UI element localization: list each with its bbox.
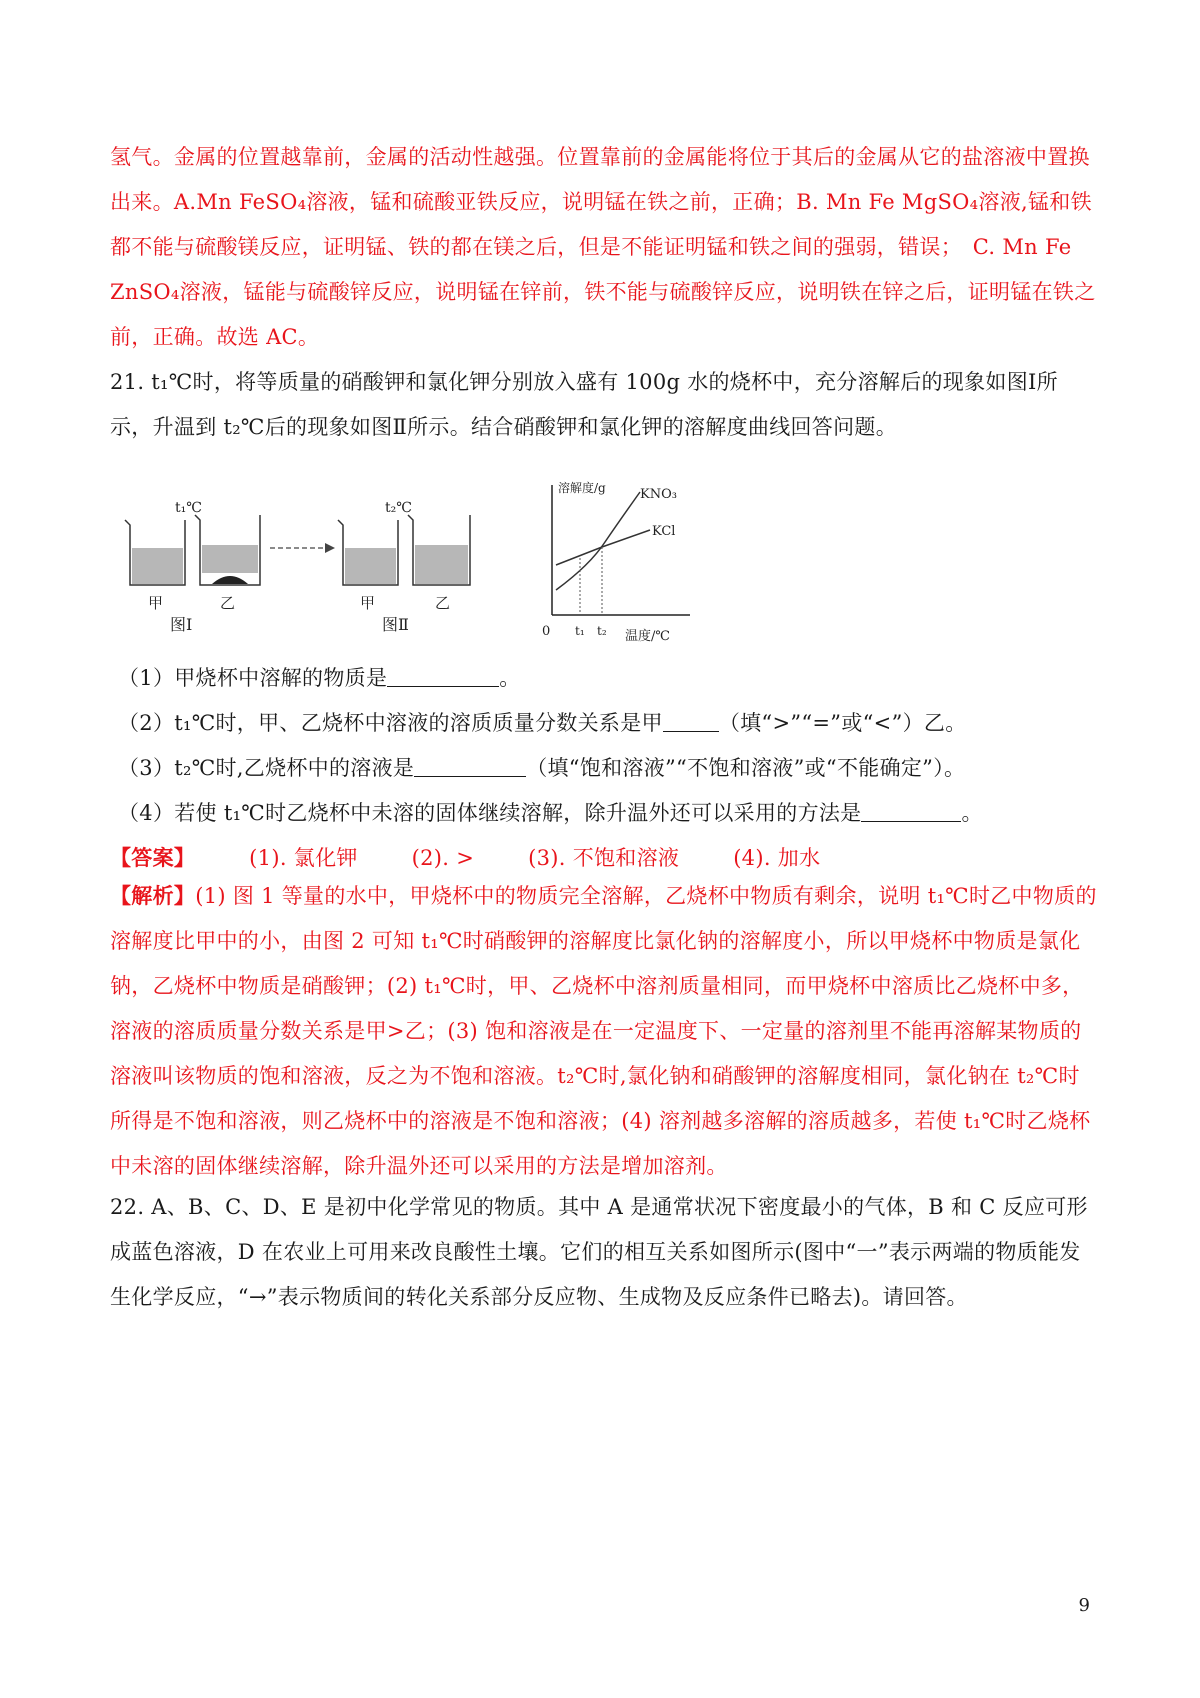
chart-t1-tick: t₁ <box>575 624 585 638</box>
question-21-answer: 【答案】 (1). 氯化钾 (2). > (3). 不饱和溶液 (4). 加水 <box>110 845 821 870</box>
answer-3: (3). 不饱和溶液 <box>528 846 680 870</box>
answer-1: (1). 氯化钾 <box>249 846 358 870</box>
question-22-stem: 22. A、B、C、D、E 是初中化学常见的物质。其中 A 是通常状况下密度最小的气体，B 和 C 反应可形成蓝色溶液，D 在农业上可用来改良酸性土壤。它们的相互关系如图所示(图中“一”表示两端的物质能发生化学反应，“→”表示物质间的转化关系部分反应物、生成物及反应条件已略去)。请回答。 <box>110 1195 1088 1309</box>
answer-2: (2). > <box>411 846 475 870</box>
question-21-sub1: （1）甲烧杯中溶解的物质是 。 <box>118 666 521 690</box>
beaker-jia-fig2 <box>338 520 398 585</box>
fig2-caption: 图Ⅱ <box>382 615 409 634</box>
question-21-figure <box>120 481 760 690</box>
question-21-analysis: 【解析】(1) 图 1 等量的水中，甲烧杯中的物质完全溶解，乙烧杯中物质有剩余，说明 t₁℃时乙中物质的溶解度比甲中的小，由图 2 可知 t₁℃时硝酸钾的溶解度比氯化钠的溶解度小，所以甲烧杯中物质是氯化钠，乙烧杯中物质是硝酸钾；(2) t₁℃时，甲、乙烧杯中溶剂质量相同，而甲烧杯中溶质比乙烧杯中多，溶液的溶质质量分数关系是甲>乙；(3) 饱和溶液是在一定温度下、一定量的溶剂里不能再溶解某物质的溶液叫该物质的饱和溶液，反之为不饱和溶液。t₂℃时,氯化钠和硝酸钾的溶解度相同，氯化钠在 t₂℃时所得是不饱和溶液，则乙烧杯中的溶液是不饱和溶液；(4) 溶剂越多溶解的溶质越多，若使 t₁℃时乙烧杯中未溶的固体继续溶解，除升温外还可以采用的方法是增加溶剂。 <box>110 883 1097 1178</box>
beaker-a-label-2: 甲 <box>360 594 376 612</box>
question-21-sub3: （3）t₂℃时,乙烧杯中的溶液是 （填“饱和溶液”“不饱和溶液”或“不能确定”）。 <box>118 756 966 780</box>
series-kcl-label: KCl <box>652 524 676 539</box>
fig2-temp-label: t₂℃ <box>385 500 412 516</box>
beaker-jia-fig1 <box>125 520 185 585</box>
answer-4: (4). 加水 <box>733 846 821 870</box>
series-kno3-label: KNO₃ <box>640 487 677 502</box>
solubility-chart <box>542 480 690 644</box>
answer-blank-3[interactable] <box>414 756 526 777</box>
answer-blank-4[interactable] <box>861 801 961 822</box>
kcl-curve <box>556 530 650 565</box>
arrow-icon <box>270 543 335 553</box>
chart-ylabel: 溶解度/g <box>558 481 606 495</box>
beaker-b-label-1: 乙 <box>220 594 236 612</box>
previous-explanation: 氢气。金属的位置越靠前，金属的活动性越强。位置靠前的金属能将位于其后的金属从它的盐溶液中置换出来。A.Mn FeSO₄溶液，锰和硫酸亚铁反应，说明锰在铁之前，正确；B. Mn Fe MgSO₄溶液,锰和铁都不能与硫酸镁反应，证明锰、铁的都在镁之后，但是不能证明锰和铁之间的强弱，错误； C. Mn Fe ZnSO₄溶液，锰能与硫酸锌反应，说明锰在锌前，铁不能与硫酸锌反应，说明铁在锌之后，证明锰在铁之前，正确。故选 AC。 <box>110 145 1096 349</box>
question-21-stem: 21. t₁℃时，将等质量的硝酸钾和氯化钾分别放入盛有 100g 水的烧杯中，充分溶解后的现象如图Ⅰ所示，升温到 t₂℃后的现象如图Ⅱ所示。结合硝酸钾和氯化钾的溶解度曲线回答问题。 <box>110 370 1058 439</box>
question-21-sub4: （4）若使 t₁℃时乙烧杯中未溶的固体继续溶解，除升温外还可以采用的方法是 。 <box>118 801 983 825</box>
question-21-sub2: （2）t₁℃时，甲、乙烧杯中溶液的溶质质量分数关系是甲 （填“>”“=”或“<”）乙。 <box>118 711 967 735</box>
answer-blank-2[interactable] <box>663 711 719 732</box>
beaker-yi-fig1 <box>195 515 260 585</box>
chart-xlabel: 温度/℃ <box>625 629 670 644</box>
kno3-curve <box>556 492 640 590</box>
beaker-b-label-2: 乙 <box>435 594 451 612</box>
chart-t2-tick: t₂ <box>597 624 607 638</box>
fig1-caption: 图Ⅰ <box>170 615 193 634</box>
page-number: 9 <box>1078 1595 1090 1616</box>
fig1-temp-label: t₁℃ <box>175 500 202 516</box>
answer-blank-1[interactable] <box>387 666 499 687</box>
chart-origin: 0 <box>542 624 551 639</box>
beaker-a-label-1: 甲 <box>148 594 164 612</box>
beaker-yi-fig2 <box>408 515 470 585</box>
